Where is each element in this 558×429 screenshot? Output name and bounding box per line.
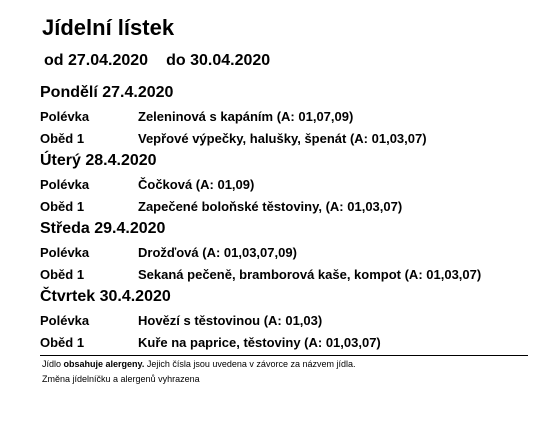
dish-name: Vepřové výpečky, halušky, špenát (A: 01,03,07) bbox=[138, 131, 427, 146]
course-label: Oběd 1 bbox=[40, 131, 85, 146]
dish-name: Sekaná pečeně, bramborová kaše, kompot (A: 01,03,07) bbox=[138, 267, 482, 282]
day-heading: Úterý 28.4.2020 bbox=[40, 152, 157, 169]
menu-row-soup bbox=[40, 106, 540, 128]
course-label: Oběd 1 bbox=[40, 267, 85, 282]
course-label: Oběd 1 bbox=[40, 335, 85, 350]
menu-row-lunch bbox=[40, 128, 540, 150]
menu-row-lunch bbox=[40, 196, 540, 218]
course-label: Polévka bbox=[40, 245, 90, 260]
dish-name: Zeleninová s kapáním (A: 01,07,09) bbox=[138, 109, 354, 124]
dish-name: Čočková (A: 01,09) bbox=[138, 177, 255, 192]
allergen-note-prefix: Jídlo bbox=[42, 359, 64, 369]
dish-name: Hovězí s těstovinou (A: 01,03) bbox=[138, 313, 323, 328]
dish-name: Zapečené boloňské těstoviny, (A: 01,03,07) bbox=[138, 199, 403, 214]
period-to-label: do bbox=[166, 52, 186, 69]
course-label: Oběd 1 bbox=[40, 199, 85, 214]
day-block-wednesday bbox=[40, 219, 540, 286]
course-label: Polévka bbox=[40, 313, 90, 328]
menu-period bbox=[44, 52, 270, 70]
day-heading: Středa 29.4.2020 bbox=[40, 220, 166, 237]
course-label: Polévka bbox=[40, 109, 90, 124]
page-title: Jídelní lístek bbox=[42, 15, 175, 40]
dish-name: Drožďová (A: 01,03,07,09) bbox=[138, 245, 297, 260]
period-to-date: 30.04.2020 bbox=[190, 52, 271, 69]
period-from-date: 27.04.2020 bbox=[68, 52, 149, 69]
day-block-thursday bbox=[40, 287, 540, 354]
menu-row-lunch bbox=[40, 264, 540, 286]
menu-row-soup bbox=[40, 174, 540, 196]
allergen-note-bold: obsahuje alergeny. bbox=[63, 359, 145, 369]
change-note: Změna jídelníčku a alergenů vyhrazena bbox=[42, 374, 200, 384]
period-from-label: od bbox=[44, 52, 64, 69]
day-heading: Čtvrtek 30.4.2020 bbox=[40, 288, 171, 305]
allergen-note-suffix: Jejich čísla jsou uvedena v závorce za názvem jídla. bbox=[144, 359, 356, 369]
footer-divider bbox=[40, 355, 528, 356]
course-label: Polévka bbox=[40, 177, 90, 192]
day-heading: Pondělí 27.4.2020 bbox=[40, 84, 174, 101]
menu-row-lunch bbox=[40, 332, 540, 354]
day-block-tuesday bbox=[40, 151, 540, 218]
menu-row-soup bbox=[40, 310, 540, 332]
day-block-monday bbox=[40, 83, 540, 150]
dish-name: Kuře na paprice, těstoviny (A: 01,03,07) bbox=[138, 335, 381, 350]
allergen-note bbox=[42, 359, 355, 369]
menu-row-soup bbox=[40, 242, 540, 264]
